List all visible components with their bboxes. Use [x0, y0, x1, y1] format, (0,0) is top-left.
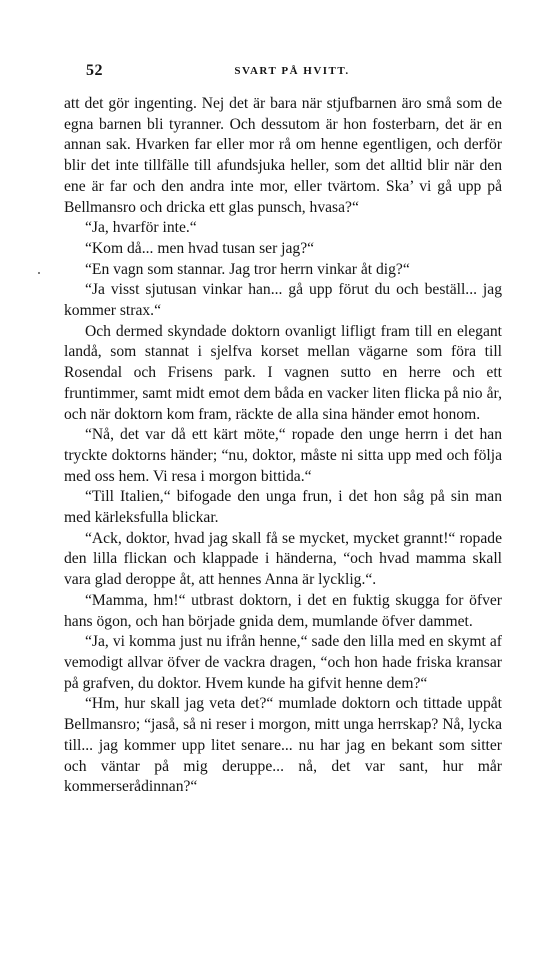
paragraph-dialogue: “Nå, det var då ett kärt möte,“ ropade den unge herrn i det han tryckte doktorns händer; “nu, doktor, måste ni sitta upp med och följa med oss hem. Vi resa i morgon bittida.“: [64, 426, 502, 485]
running-head: [86, 62, 498, 82]
body-text: [64, 94, 502, 798]
paragraph-dialogue: “Till Italien,“ bifogade den unga frun, i det hon såg på sin man med kärleksfulla blickar.: [64, 488, 502, 527]
paragraph-dialogue: “En vagn som stannar. Jag tror herrn vinkar åt dig?“: [85, 260, 410, 278]
paragraph-dialogue: “Ja, vi komma just nu ifrån henne,“ sade den lilla med en skymt af vemodigt allvar öfver de vackra dragen, “och hon hade friska kransar på grafven, du doktor. Hvem kunde ha gifvit henne dem?“: [64, 633, 502, 692]
paragraph-dialogue: “Ja visst sjutusan vinkar han... gå upp förut du och beställ... jag kommer strax.“: [64, 281, 502, 320]
paragraph-dialogue: “Kom då... men hvad tusan ser jag?“: [85, 239, 315, 257]
paragraph-dialogue: “Hm, hur skall jag veta det?“ mumlade doktorn och tittade uppåt Bellmansro; “jaså, så ni reser i morgon, mitt unga herrskap? Nå, lycka till... jag kommer upp litet senare... nu har jag en bekant som sitter och väntar på mig deruppe... nå, det var sant, hur mår kommerserådinnan?“: [64, 695, 502, 796]
paragraph-continuation: att det gör ingenting. Nej det är bara när stjufbarnen äro små som de egna barnen bli tyranner. Och dessutom är hon fosterbarn, det är en annan sak. Hvarken far eller mor rå om henne egentligen, och derför blir det inte tillfälle till afundsjuka heller, som det alltid blir när den ene är far och den andra inte mor, eller tvärtom. Ska’ vi gå upp på Bellmansro och dricka ett glas punsch, hvasa?“: [64, 95, 502, 216]
paragraph-narration: Och dermed skyndade doktorn ovanligt lifligt fram till en elegant landå, som stannat i sjelfva korset mellan vägarne som föra till Rosendal och Frisens park. I vagnen sutto en herre och ett fruntimmer, samt midt emot dem båda en vacker liten flicka på nio år, och när doktorn kom fram, räckte de alla sina händer emot honom.: [64, 322, 502, 423]
paragraph-dialogue: “Mamma, hm!“ utbrast doktorn, i det en fuktig skugga for öfver hans ögon, och han började gnida dem, mumlande öfver dammet.: [64, 591, 502, 630]
paragraph-dialogue: “Ja, hvarför inte.“: [85, 219, 197, 237]
running-title: SVART PÅ HVITT.: [234, 65, 350, 77]
page-number: 52: [86, 62, 103, 79]
margin-speck: [38, 272, 40, 274]
paragraph-dialogue: “Ack, doktor, hvad jag skall få se mycket, mycket grannt!“ ropade den lilla flickan och klappade i händerna, “och hvad mamma skall vara glad deroppe åt, att hennes Anna är lycklig.“.: [64, 529, 502, 589]
